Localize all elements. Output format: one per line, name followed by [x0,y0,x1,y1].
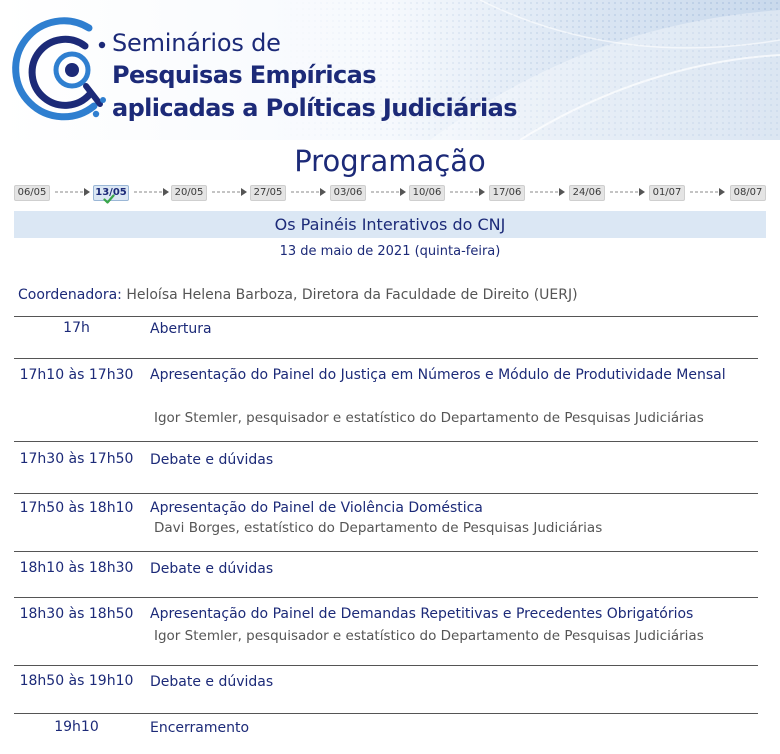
schedule-time: 18h10 às 18h30 [19,560,134,576]
schedule-title: Apresentação do Painel de Demandas Repetitivas e Precedentes Obrigatórios [150,606,694,622]
arrow-right-icon [289,185,327,199]
divider [14,358,758,359]
seminar-logo-icon [8,10,108,128]
schedule-title: Apresentação do Painel de Violência Doméstica [150,500,483,516]
divider [14,493,758,494]
session-title-banner: Os Painéis Interativos do CNJ [14,211,766,238]
divider [14,713,758,714]
checkmark-icon [103,193,115,205]
schedule-time: 19h10 [54,719,99,735]
timeline-date-6[interactable]: 10/06 [409,185,445,201]
schedule-speaker: Davi Borges, estatístico do Departamento de Pesquisas Judiciárias [154,520,603,536]
schedule-speaker: Igor Stemler, pesquisador e estatístico do Departamento de Pesquisas Judiciárias [154,628,704,644]
timeline-date-1[interactable]: 06/05 [14,185,50,201]
schedule-speaker: Igor Stemler, pesquisador e estatístico do Departamento de Pesquisas Judiciárias [154,410,704,426]
page-title: Programação [294,144,486,178]
divider [14,316,758,317]
coordinator-line [18,287,578,303]
schedule-title: Debate e dúvidas [150,452,274,468]
coordinator-label: Coordenadora: [18,287,122,303]
timeline-date-2[interactable]: 13/05 [93,185,129,201]
arrow-right-icon [608,185,646,199]
arrow-right-icon [369,185,407,199]
timeline-date-7[interactable]: 17/06 [489,185,525,201]
divider [14,665,758,666]
arrow-right-icon [528,185,566,199]
arrow-right-icon [688,185,726,199]
schedule-title: Abertura [150,321,212,337]
schedule-title: Apresentação do Painel do Justiça em Números e Módulo de Produtividade Mensal [150,367,726,383]
header-banner [0,0,780,140]
schedule-time: 18h30 às 18h50 [19,606,134,622]
timeline-date-5[interactable]: 03/06 [330,185,366,201]
schedule-title: Debate e dúvidas [150,674,274,690]
timeline-date-8[interactable]: 24/06 [569,185,605,201]
session-date: 13 de maio de 2021 (quinta-feira) [279,244,501,259]
timeline-date-10[interactable]: 08/07 [730,185,766,201]
schedule-time: 18h50 às 19h10 [19,673,134,689]
arrow-right-icon [448,185,486,199]
coordinator-name: Heloísa Helena Barboza, Diretora da Faculdade de Direito (UERJ) [126,287,578,303]
schedule-time: 17h [63,320,90,336]
schedule-time: 17h30 às 17h50 [19,451,134,467]
schedule-title: Encerramento [150,720,250,736]
schedule-time: 17h10 às 17h30 [19,367,134,383]
timeline-date-9[interactable]: 01/07 [649,185,685,201]
timeline-date-3[interactable]: 20/05 [171,185,207,201]
schedule-title: Debate e dúvidas [150,561,274,577]
schedule-time: 17h50 às 18h10 [19,500,134,516]
header-title-line3: aplicadas a Políticas Judiciárias [112,94,517,122]
divider [14,551,758,552]
date-timeline [14,184,766,202]
header-title-line2: Pesquisas Empíricas [112,61,376,89]
divider [14,597,758,598]
arrow-right-icon [210,185,248,199]
arrow-right-icon [53,185,91,199]
header-title-line1: Seminários de [112,29,281,57]
divider [14,441,758,442]
timeline-date-4[interactable]: 27/05 [250,185,286,201]
arrow-right-icon [132,185,170,199]
